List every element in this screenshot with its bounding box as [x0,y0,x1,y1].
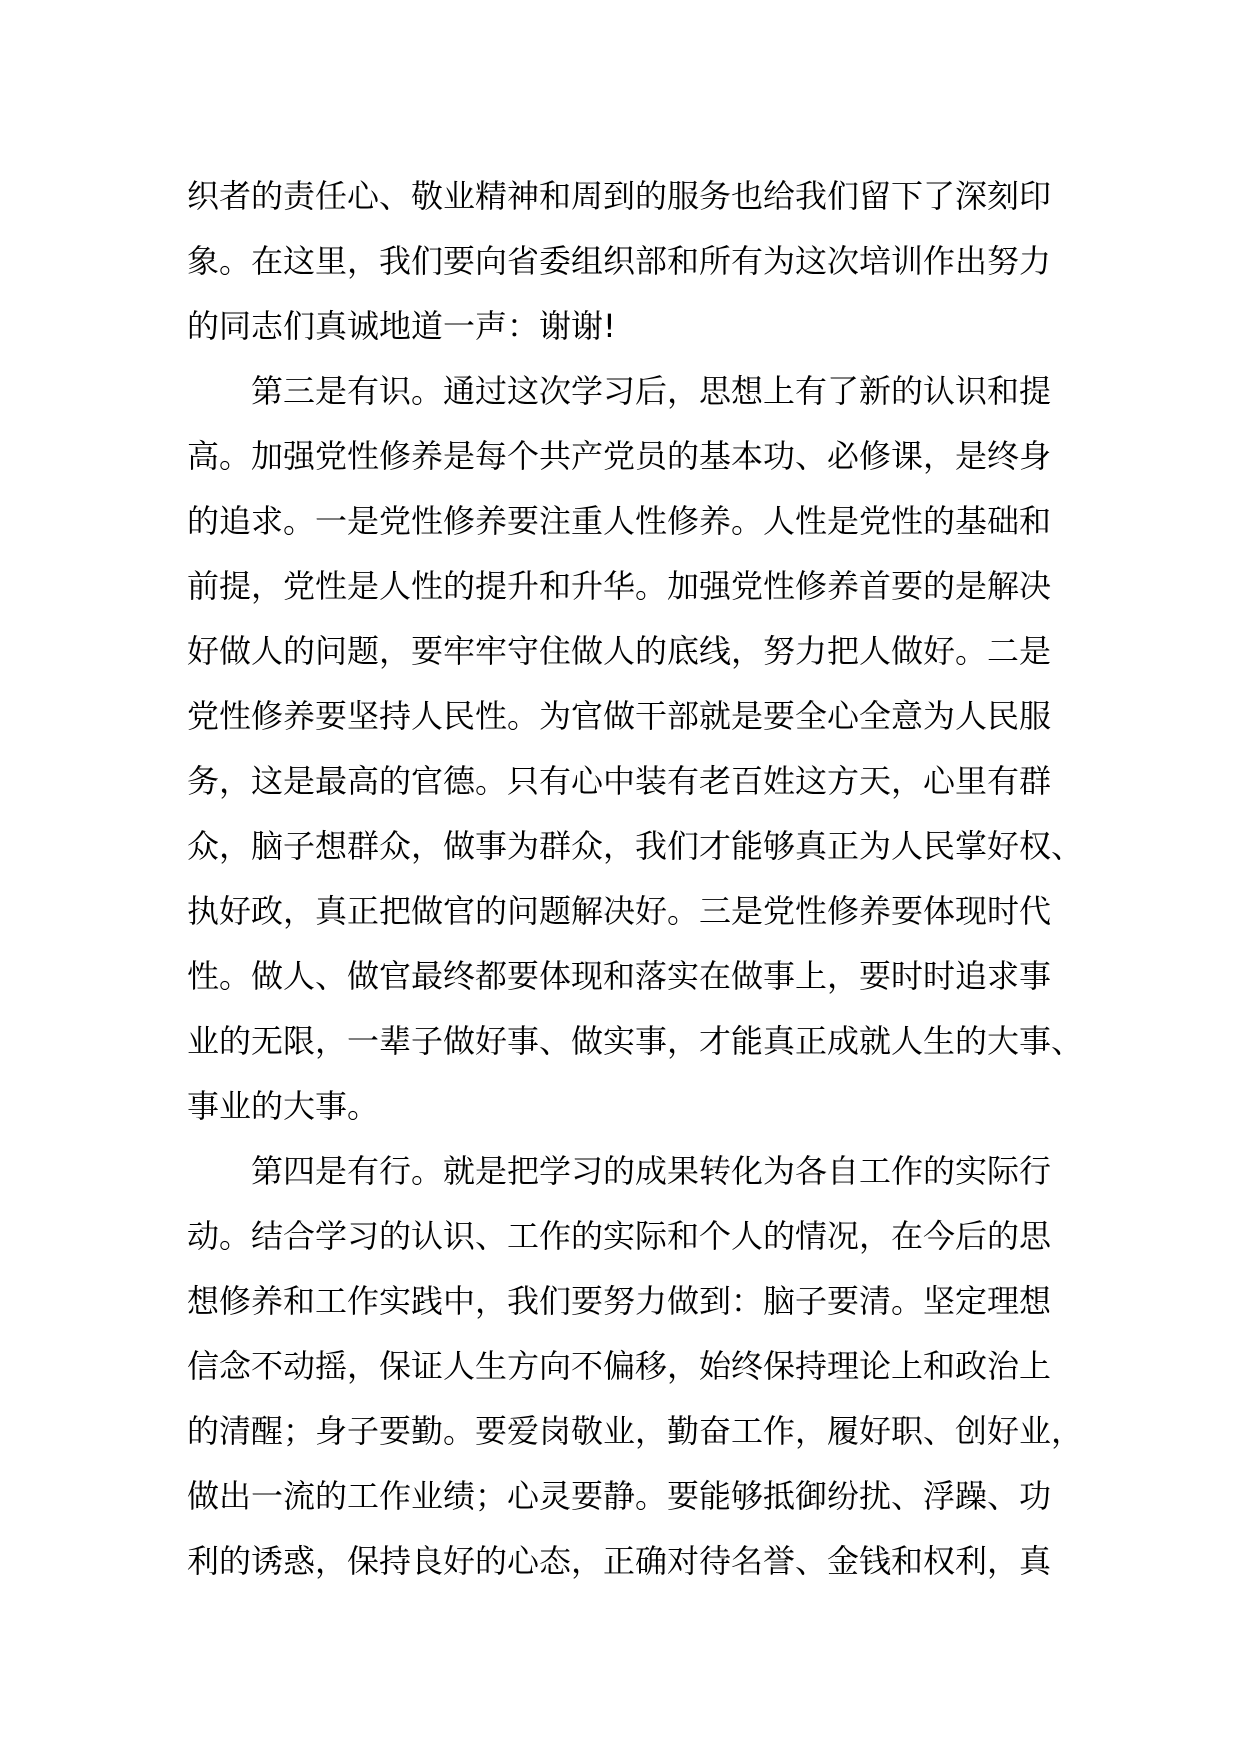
text-line: 务，这是最高的官德。只有心中装有老百姓这方天，心里有群 [187,762,1052,800]
text-line: 执好政，真正把做官的问题解决好。三是党性修养要体现时代 [187,892,1052,930]
text-line: 前提，党性是人性的提升和升华。加强党性修养首要的是解决 [187,567,1052,605]
text-line: 事业的大事。 [187,1087,380,1125]
text-line: 众，脑子想群众，做事为群众，我们才能够真正为人民掌好权、 [187,827,1084,865]
text-line: 的追求。一是党性修养要注重人性修养。人性是党性的基础和 [187,502,1052,540]
text-line: 信念不动摇，保证人生方向不偏移，始终保持理论上和政治上 [187,1347,1052,1385]
text-line: 做出一流的工作业绩；心灵要静。要能够抵御纷扰、浮躁、功 [187,1477,1052,1515]
text-line: 象。在这里，我们要向省委组织部和所有为这次培训作出努力 [187,242,1052,280]
text-line: 织者的责任心、敬业精神和周到的服务也给我们留下了深刻印 [187,177,1052,215]
text-line: 党性修养要坚持人民性。为官做干部就是要全心全意为人民服 [187,697,1052,735]
text-line: 好做人的问题，要牢牢守住做人的底线，努力把人做好。二是 [187,632,1052,670]
text-line: 动。结合学习的认识、工作的实际和个人的情况，在今后的思 [187,1217,1052,1255]
paragraph-first-line: 第四是有行。就是把学习的成果转化为各自工作的实际行 [251,1152,1052,1190]
text-line: 业的无限，一辈子做好事、做实事，才能真正成就人生的大事、 [187,1022,1084,1060]
text-line: 的清醒；身子要勤。要爱岗敬业，勤奋工作，履好职、创好业， [187,1412,1084,1450]
text-line: 利的诱惑，保持良好的心态，正确对待名誉、金钱和权利，真 [187,1542,1052,1580]
text-line: 高。加强党性修养是每个共产党员的基本功、必修课，是终身 [187,437,1052,475]
text-line: 性。做人、做官最终都要体现和落实在做事上，要时时追求事 [187,957,1052,995]
body-text [187,164,1084,1594]
paragraph-first-line: 第三是有识。通过这次学习后，思想上有了新的认识和提 [251,372,1052,410]
text-line: 的同志们真诚地道一声：谢谢! [187,307,616,345]
text-line: 想修养和工作实践中，我们要努力做到：脑子要清。坚定理想 [187,1282,1052,1320]
